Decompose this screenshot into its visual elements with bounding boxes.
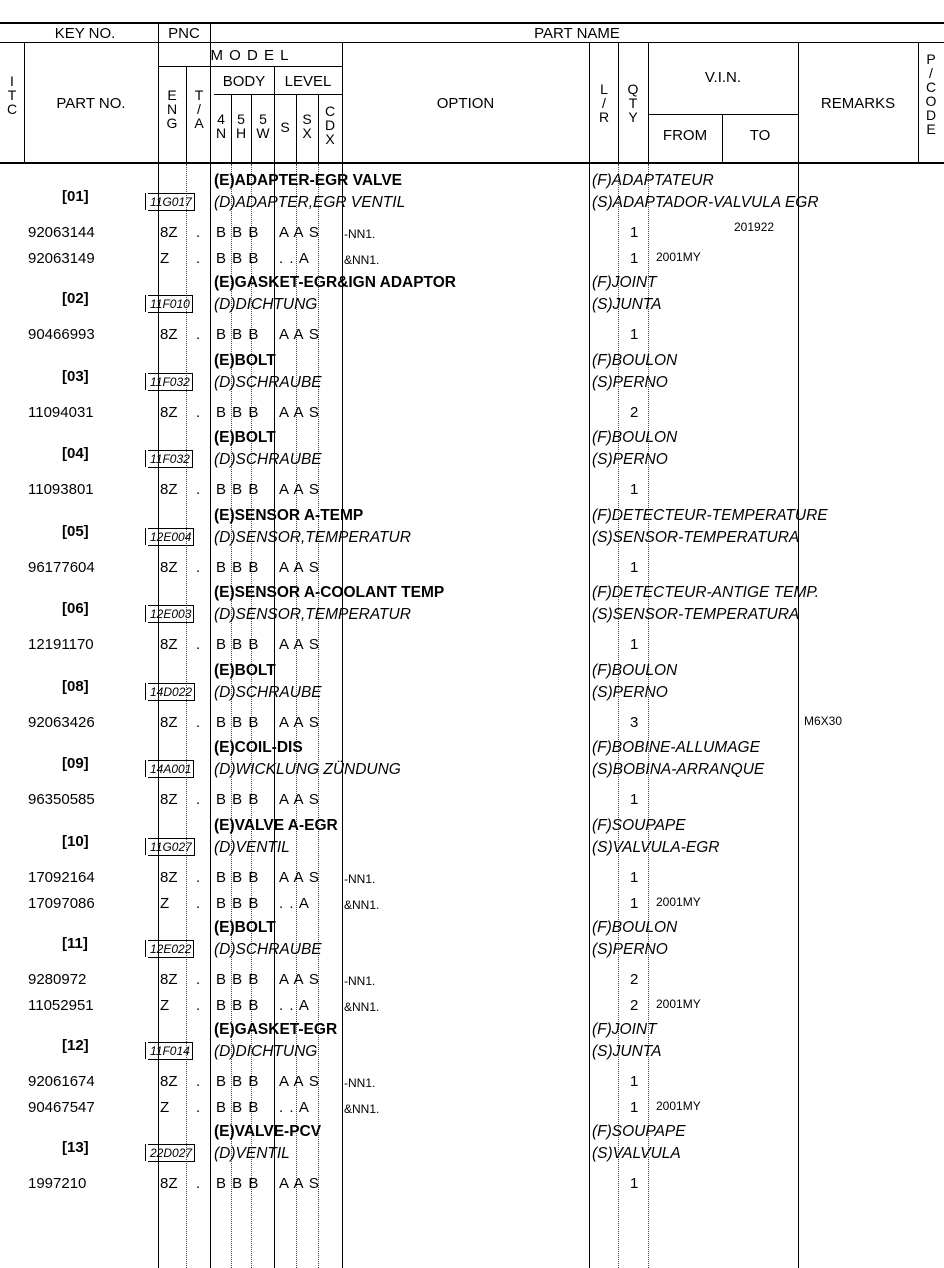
pnc-code: 14A001 [148, 760, 194, 778]
german-name: (D)WICKLUNG ZÜNDUNG [214, 761, 401, 778]
spanish-name: (S)JUNTA [592, 296, 662, 313]
quantity: 1 [630, 481, 639, 498]
engine-code: 8Z [160, 224, 178, 241]
french-name: (F)BOULON [592, 352, 678, 369]
spanish-name: (S)SENSOR-TEMPERATURA [592, 606, 800, 623]
body-header: BODY [222, 73, 266, 90]
quantity: 1 [630, 1175, 639, 1192]
quantity: 1 [630, 1073, 639, 1090]
german-name: (D)SCHRAUBE [214, 684, 322, 701]
level-s-header: S [280, 119, 290, 135]
pcode-header: P / C O D E [925, 51, 937, 137]
engine-code: 8Z [160, 971, 178, 988]
engine-code: 8Z [160, 481, 178, 498]
english-name: (E)VALVE-PCV [214, 1123, 322, 1140]
vin-to: 201922 [734, 220, 775, 234]
transmission-code: . [196, 326, 201, 343]
pnc-code: 12E022 [148, 940, 194, 958]
french-name: (F)DETECTEUR-ANTIGE TEMP. [592, 584, 820, 601]
quantity: 3 [630, 714, 639, 731]
body-codes: B B B [216, 971, 260, 988]
french-name: (F)BOULON [592, 429, 678, 446]
pnc-code: 14D022 [148, 683, 195, 701]
german-name: (D)ADAPTER,EGR VENTIL [214, 194, 406, 211]
body-codes: B B B [216, 636, 260, 653]
body-codes: B B B [216, 1175, 260, 1192]
german-name: (D)VENTIL [214, 839, 290, 856]
german-name: (D)SCHRAUBE [214, 941, 322, 958]
transmission-code: . [196, 250, 201, 267]
ta-header: T / A [194, 87, 204, 131]
transmission-code: . [196, 481, 201, 498]
english-name: (E)GASKET-EGR&IGN ADAPTOR [214, 274, 456, 291]
qty-header: Q T Y [627, 81, 639, 125]
part-number[interactable]: 11094031 [28, 404, 94, 421]
level-codes: A A S [279, 404, 320, 421]
vin-from: 2001MY [656, 895, 701, 909]
english-name: (E)BOLT [214, 662, 276, 679]
part-number[interactable]: 11093801 [28, 481, 94, 498]
body-codes: B B B [216, 895, 260, 912]
key-number: [02] [62, 290, 89, 307]
key-number: [03] [62, 368, 89, 385]
part-number[interactable]: 92063149 [28, 250, 95, 267]
vin-from: 2001MY [656, 997, 701, 1011]
level-codes: A A S [279, 559, 320, 576]
pnc-code: 11F014 [148, 1042, 193, 1060]
spanish-name: (S)BOBINA-ARRANQUE [592, 761, 765, 778]
german-name: (D)DICHTUNG [214, 296, 318, 313]
pnc-code: 11F032 [148, 450, 193, 468]
quantity: 1 [630, 250, 639, 267]
vin-header: V.I.N. [704, 69, 742, 86]
level-codes: . . A [279, 997, 310, 1014]
option-code: -NN1. [344, 872, 376, 886]
transmission-code: . [196, 636, 201, 653]
spanish-name: (S)SENSOR-TEMPERATURA [592, 529, 800, 546]
level-codes: A A S [279, 869, 320, 886]
level-sx-header: S X [302, 111, 312, 141]
option-code: &NN1. [344, 898, 380, 912]
body-codes: B B B [216, 1099, 260, 1116]
body-5w-header: 5 W [256, 111, 270, 141]
option-header: OPTION [436, 95, 495, 112]
level-codes: A A S [279, 326, 320, 343]
pnc-code: 11G017 [148, 193, 195, 211]
french-name: (F)JOINT [592, 274, 657, 291]
transmission-code: . [196, 997, 201, 1014]
part-name-header: PART NAME [534, 25, 620, 42]
level-codes: A A S [279, 224, 320, 241]
pnc-code: 12E003 [148, 605, 194, 623]
spanish-name: (S)VALVULA-EGR [592, 839, 720, 856]
quantity: 1 [630, 791, 639, 808]
option-code: &NN1. [344, 253, 380, 267]
quantity: 1 [630, 326, 639, 343]
pnc-header: PNC [168, 25, 200, 42]
level-header: LEVEL [284, 73, 332, 90]
level-cdx-header: C D X [324, 103, 336, 147]
quantity: 2 [630, 404, 639, 421]
french-name: (F)BOBINE-ALLUMAGE [592, 739, 760, 756]
key-no-header: KEY NO. [54, 25, 116, 42]
english-name: (E)ADAPTER-EGR VALVE [214, 172, 403, 189]
body-codes: B B B [216, 404, 260, 421]
part-number[interactable]: 9280972 [28, 971, 87, 988]
spanish-name: (S)ADAPTADOR-VALVULA EGR [592, 194, 819, 211]
engine-code: 8Z [160, 559, 178, 576]
key-number: [06] [62, 600, 89, 617]
engine-code: Z [160, 895, 170, 912]
vin-from-header: FROM [662, 127, 708, 144]
quantity: 1 [630, 869, 639, 886]
french-name: (F)SOUPAPE [592, 1123, 686, 1140]
key-number: [05] [62, 523, 89, 540]
french-name: (F)SOUPAPE [592, 817, 686, 834]
level-codes: . . A [279, 250, 310, 267]
part-number[interactable]: 90466993 [28, 326, 95, 343]
body-codes: B B B [216, 559, 260, 576]
remarks-header: REMARKS [820, 95, 896, 112]
vin-from: 2001MY [656, 250, 701, 264]
transmission-code: . [196, 1175, 201, 1192]
transmission-code: . [196, 404, 201, 421]
level-codes: . . A [279, 1099, 310, 1116]
lr-header: L / R [598, 81, 610, 125]
quantity: 1 [630, 895, 639, 912]
english-name: (E)GASKET-EGR [214, 1021, 338, 1038]
level-codes: . . A [279, 895, 310, 912]
engine-code: 8Z [160, 1073, 178, 1090]
english-name: (E)COIL-DIS [214, 739, 303, 756]
spanish-name: (S)PERNO [592, 684, 668, 701]
key-number: [09] [62, 755, 89, 772]
engine-code: Z [160, 1099, 170, 1116]
body-codes: B B B [216, 997, 260, 1014]
engine-code: 8Z [160, 636, 178, 653]
transmission-code: . [196, 869, 201, 886]
part-number[interactable]: 11052951 [28, 997, 94, 1014]
transmission-code: . [196, 1073, 201, 1090]
remarks: M6X30 [804, 714, 843, 728]
level-codes: A A S [279, 791, 320, 808]
key-number: [04] [62, 445, 89, 462]
part-number[interactable]: 1997210 [28, 1175, 87, 1192]
part-number[interactable]: 92061674 [28, 1073, 95, 1090]
body-codes: B B B [216, 869, 260, 886]
transmission-code: . [196, 791, 201, 808]
option-code: &NN1. [344, 1102, 380, 1116]
quantity: 2 [630, 971, 639, 988]
body-codes: B B B [216, 791, 260, 808]
pnc-code: 11F010 [148, 295, 193, 313]
body-codes: B B B [216, 714, 260, 731]
part-number[interactable]: 96177604 [28, 559, 95, 576]
english-name: (E)VALVE A-EGR [214, 817, 338, 834]
key-number: [11] [62, 935, 88, 952]
part-number[interactable]: 96350585 [28, 791, 95, 808]
engine-code: Z [160, 997, 170, 1014]
key-number: [12] [62, 1037, 89, 1054]
german-name: (D)DICHTUNG [214, 1043, 318, 1060]
spanish-name: (S)PERNO [592, 941, 668, 958]
transmission-code: . [196, 971, 201, 988]
english-name: (E)BOLT [214, 429, 276, 446]
pnc-code: 12E004 [148, 528, 194, 546]
body-codes: B B B [216, 250, 260, 267]
body-codes: B B B [216, 481, 260, 498]
key-number: [10] [62, 833, 89, 850]
engine-code: 8Z [160, 326, 178, 343]
body-4n-header: 4 N [215, 111, 227, 141]
itc-header: I T C [6, 73, 18, 117]
level-codes: A A S [279, 1175, 320, 1192]
level-codes: A A S [279, 1073, 320, 1090]
key-number: [08] [62, 678, 89, 695]
german-name: (D)SCHRAUBE [214, 374, 322, 391]
vin-from: 2001MY [656, 1099, 701, 1113]
pnc-code: 22D027 [148, 1144, 195, 1162]
english-name: (E)BOLT [214, 919, 276, 936]
quantity: 1 [630, 559, 639, 576]
engine-code: 8Z [160, 791, 178, 808]
engine-code: 8Z [160, 869, 178, 886]
quantity: 1 [630, 1099, 639, 1116]
quantity: 1 [630, 224, 639, 241]
transmission-code: . [196, 224, 201, 241]
pnc-code: 11G027 [148, 838, 195, 856]
engine-code: 8Z [160, 1175, 178, 1192]
german-name: (D)VENTIL [214, 1145, 290, 1162]
part-number[interactable]: 17097086 [28, 895, 95, 912]
level-codes: A A S [279, 636, 320, 653]
part-number[interactable]: 92063426 [28, 714, 95, 731]
option-code: -NN1. [344, 227, 376, 241]
french-name: (F)BOULON [592, 662, 678, 679]
part-number[interactable]: 17092164 [28, 869, 95, 886]
spanish-name: (S)JUNTA [592, 1043, 662, 1060]
engine-code: 8Z [160, 404, 178, 421]
quantity: 1 [630, 636, 639, 653]
vin-to-header: TO [749, 127, 771, 144]
quantity: 2 [630, 997, 639, 1014]
spanish-name: (S)PERNO [592, 374, 668, 391]
option-code: -NN1. [344, 1076, 376, 1090]
pnc-code: 11F032 [148, 373, 193, 391]
eng-header: E N G [166, 87, 178, 131]
part-number[interactable]: 92063144 [28, 224, 95, 241]
body-codes: B B B [216, 224, 260, 241]
engine-code: Z [160, 250, 170, 267]
spanish-name: (S)PERNO [592, 451, 668, 468]
german-name: (D)SCHRAUBE [214, 451, 322, 468]
transmission-code: . [196, 1099, 201, 1116]
model-header: M O D E L [210, 47, 290, 64]
level-codes: A A S [279, 971, 320, 988]
engine-code: 8Z [160, 714, 178, 731]
transmission-code: . [196, 559, 201, 576]
french-name: (F)ADAPTATEUR [592, 172, 714, 189]
part-number[interactable]: 90467547 [28, 1099, 95, 1116]
french-name: (F)DETECTEUR-TEMPERATURE [592, 507, 828, 524]
part-no-header: PART NO. [56, 95, 126, 112]
option-code: &NN1. [344, 1000, 380, 1014]
part-number[interactable]: 12191170 [28, 636, 94, 653]
level-codes: A A S [279, 481, 320, 498]
body-5h-header: 5 H [235, 111, 247, 141]
english-name: (E)SENSOR A-TEMP [214, 507, 364, 524]
french-name: (F)BOULON [592, 919, 678, 936]
spanish-name: (S)VALVULA [592, 1145, 681, 1162]
transmission-code: . [196, 895, 201, 912]
body-codes: B B B [216, 326, 260, 343]
english-name: (E)BOLT [214, 352, 276, 369]
transmission-code: . [196, 714, 201, 731]
body-codes: B B B [216, 1073, 260, 1090]
key-number: [13] [62, 1139, 89, 1156]
english-name: (E)SENSOR A-COOLANT TEMP [214, 584, 445, 601]
german-name: (D)SENSOR,TEMPERATUR [214, 606, 411, 623]
french-name: (F)JOINT [592, 1021, 657, 1038]
german-name: (D)SENSOR,TEMPERATUR [214, 529, 411, 546]
key-number: [01] [62, 188, 89, 205]
option-code: -NN1. [344, 974, 376, 988]
level-codes: A A S [279, 714, 320, 731]
